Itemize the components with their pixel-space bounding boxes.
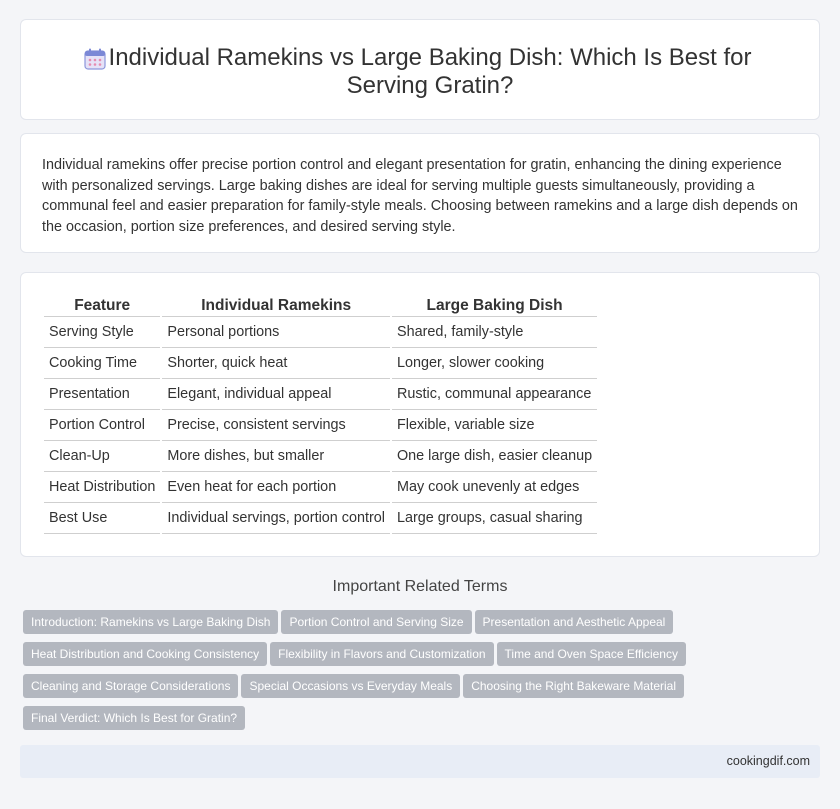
related-term-tag[interactable]: Cleaning and Storage Considerations <box>23 674 238 698</box>
table-row <box>44 379 597 410</box>
intro-card <box>20 133 820 253</box>
table-cell: Cooking Time <box>44 348 160 379</box>
comparison-table <box>42 294 599 534</box>
table-cell: Shorter, quick heat <box>162 348 390 379</box>
table-row <box>44 317 597 348</box>
table-cell: Presentation <box>44 379 160 410</box>
related-term-tag[interactable]: Time and Oven Space Efficiency <box>497 642 686 666</box>
table-row <box>44 441 597 472</box>
table-cell: Precise, consistent servings <box>162 410 390 441</box>
column-header-ramekins: Individual Ramekins <box>162 294 390 317</box>
table-cell: Shared, family-style <box>392 317 597 348</box>
related-terms-list <box>23 610 713 738</box>
table-cell: Large groups, casual sharing <box>392 503 597 534</box>
table-cell: Even heat for each portion <box>162 472 390 503</box>
table-row <box>44 472 597 503</box>
related-term-tag[interactable]: Portion Control and Serving Size <box>281 610 471 634</box>
related-term-tag[interactable]: Presentation and Aesthetic Appeal <box>475 610 674 634</box>
table-cell: Serving Style <box>44 317 160 348</box>
related-term-tag[interactable]: Choosing the Right Bakeware Material <box>463 674 684 698</box>
page-title: Individual Ramekins vs Large Baking Dish: Which Is Best for Serving Gratin? <box>108 44 752 99</box>
table-cell: Rustic, communal appearance <box>392 379 597 410</box>
table-cell: More dishes, but smaller <box>162 441 390 472</box>
table-cell: Individual servings, portion control <box>162 503 390 534</box>
table-cell: Flexible, variable size <box>392 410 597 441</box>
related-term-tag[interactable]: Final Verdict: Which Is Best for Gratin? <box>23 706 245 730</box>
table-cell: Elegant, individual appeal <box>162 379 390 410</box>
footer-site-link[interactable]: cookingdif.com <box>726 754 810 768</box>
title-card <box>20 19 820 120</box>
footer <box>20 745 820 778</box>
table-cell: Portion Control <box>44 410 160 441</box>
column-header-baking-dish: Large Baking Dish <box>392 294 597 317</box>
table-cell: Clean-Up <box>44 441 160 472</box>
table-cell: One large dish, easier cleanup <box>392 441 597 472</box>
related-term-tag[interactable]: Special Occasions vs Everyday Meals <box>241 674 460 698</box>
table-header-row <box>44 294 597 317</box>
related-term-tag[interactable]: Introduction: Ramekins vs Large Baking Dish <box>23 610 278 634</box>
table-cell: Best Use <box>44 503 160 534</box>
related-terms-heading: Important Related Terms <box>332 578 508 595</box>
table-cell: Heat Distribution <box>44 472 160 503</box>
table-row <box>44 348 597 379</box>
intro-paragraph: Individual ramekins offer precise portion control and elegant presentation for gratin, enhancing the dining experience with personalized servings. Large baking dishes are ideal for serving multiple guests simultaneously, providing a communal feel and easier preparation for family-style meals. Choosing between ramekins and a large dish depends on the occasion, portion size preferences, and desired serving style. <box>42 157 798 235</box>
table-row <box>44 410 597 441</box>
table-cell: Personal portions <box>162 317 390 348</box>
table-cell: May cook unevenly at edges <box>392 472 597 503</box>
comparison-card <box>20 272 820 557</box>
table-cell: Longer, slower cooking <box>392 348 597 379</box>
related-term-tag[interactable]: Flexibility in Flavors and Customization <box>270 642 493 666</box>
column-header-feature: Feature <box>44 294 160 317</box>
related-term-tag[interactable]: Heat Distribution and Cooking Consistency <box>23 642 267 666</box>
table-row <box>44 503 597 534</box>
